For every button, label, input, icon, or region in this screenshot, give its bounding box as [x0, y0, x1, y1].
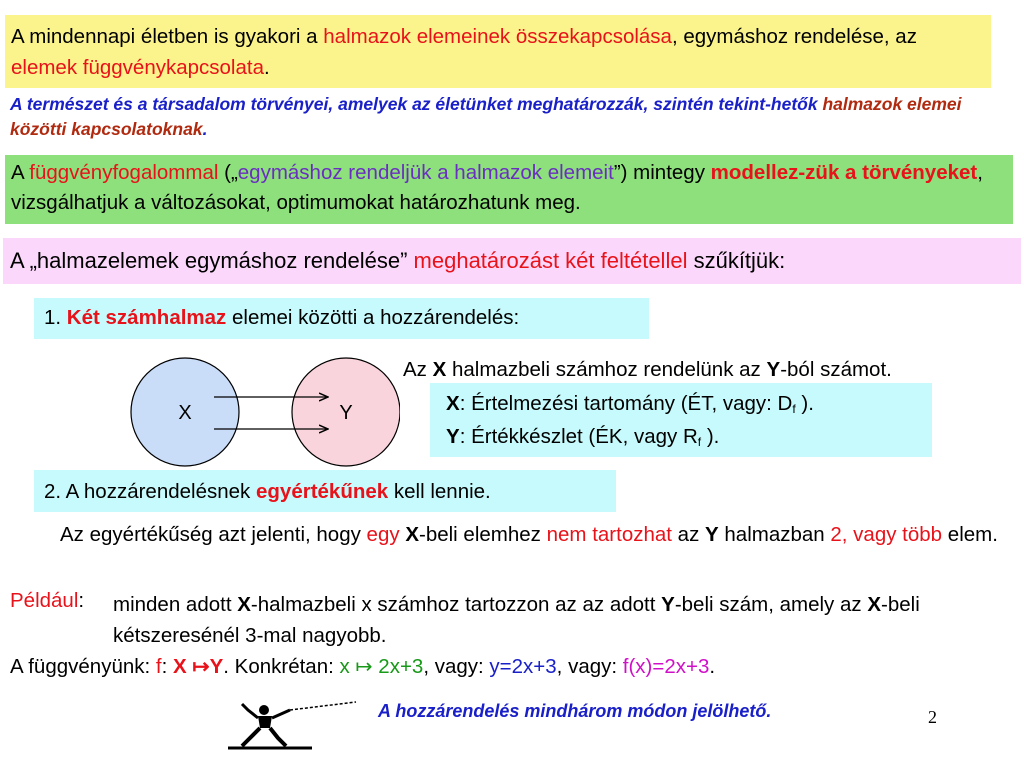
notation-function-form: f(x)=2x+3: [622, 655, 710, 678]
domain-line: [446, 392, 814, 416]
highlight-text: Például: [10, 589, 79, 612]
function-concept-box: [5, 155, 1013, 224]
text-span: A természet és a társadalom törvényei: [10, 94, 329, 114]
single-valued-paragraph: [60, 519, 1020, 550]
maps-to-arrow: ↦: [186, 655, 210, 678]
text-span: X: [446, 392, 460, 415]
text-span: Y: [705, 523, 719, 546]
page-number: 2: [928, 707, 937, 727]
mapping-diagram: [130, 356, 400, 468]
text-span: X: [405, 523, 419, 546]
text-span: , vizsgálhatjuk a változásokat, optimumokat határozhatunk meg.: [11, 161, 983, 214]
intro-box-yellow: [5, 15, 991, 88]
text-span: A függvényünk:: [10, 655, 156, 678]
text-span: :: [78, 589, 85, 612]
text-span: Az: [403, 358, 433, 381]
text-span: 1.: [44, 306, 67, 329]
highlight-text: nem tartozhat: [546, 523, 672, 546]
notation-arrow-form: x ↦ 2x+3: [339, 655, 424, 678]
domain-range-box: [430, 383, 932, 457]
text-span: minden adott: [113, 593, 238, 616]
function-concept-text: [11, 158, 1009, 218]
text-span: Y: [446, 425, 460, 448]
text-span: , vagy:: [556, 655, 623, 678]
laws-paragraph: [10, 92, 1010, 142]
text-span: Y: [661, 593, 675, 616]
highlight-text: Y: [209, 655, 224, 678]
intro-text: [11, 21, 986, 83]
text-span: elemei közötti a hozzárendelés:: [226, 306, 520, 329]
mapping-description: [403, 358, 892, 382]
text-span: kell lennie.: [388, 480, 491, 503]
highlight-text: modellez-zük a törvényeket: [710, 161, 978, 184]
text-span: ”) mintegy: [613, 161, 711, 184]
text-span: , egymáshoz rendelése, az: [671, 25, 917, 48]
text-span: 2. A hozzárendelésnek: [44, 480, 256, 503]
text-span: X: [867, 593, 882, 616]
subscript: f: [792, 402, 796, 416]
text-span: szűkítjük:: [687, 248, 786, 273]
text-span: halmazban: [718, 523, 831, 546]
text-span: ).: [701, 425, 720, 448]
text-span: A mindennapi életben is gyakori a: [11, 25, 324, 48]
subscript: f: [697, 435, 702, 449]
highlight-text: f: [155, 655, 162, 678]
conditions-header-box: [3, 238, 1021, 284]
highlight-text: egymáshoz rendeljük a halmazok elemeit: [237, 161, 614, 184]
text-span: , amelyek az életünket meghatározzák, szintén tekint-hetők: [328, 94, 823, 114]
text-span: -beli elemhez: [419, 523, 547, 546]
text-span: A „halmazelemek egymáshoz rendelése”: [10, 248, 414, 273]
text-span: („: [218, 161, 238, 184]
text-span: , vagy:: [423, 655, 490, 678]
text-span: halmazbeli számhoz rendelünk az: [446, 358, 767, 381]
highlight-text: X: [173, 655, 187, 678]
highlight-text: egyértékűnek: [256, 480, 389, 503]
text-span: : Értelmezési tartomány (ÉT, vagy: D: [459, 392, 793, 415]
highlight-text: meghatározást két feltétellel: [413, 248, 688, 273]
text-span: A: [11, 161, 30, 184]
text-span: -ból számot.: [780, 358, 892, 381]
text-span: .: [709, 655, 716, 678]
set-x-label: X: [178, 402, 192, 424]
text-span: :: [161, 655, 173, 678]
highlight-text: halmazok elemei közötti kapcsolatoknak: [10, 94, 962, 139]
highlight-text: függvényfogalommal: [29, 161, 219, 184]
text-span: -halmazbeli x számhoz tartozzon az az adott: [250, 593, 662, 616]
text-span: .: [202, 119, 208, 139]
conditions-header-text: [10, 246, 785, 276]
highlight-text: Két számhalmaz: [66, 306, 227, 329]
notation-footnote: A hozzárendelés mindhárom módon jelölhető.: [378, 701, 772, 721]
text-span: az: [671, 523, 706, 546]
text-span: . Konkrétan:: [223, 655, 340, 678]
text-span: Y: [766, 358, 781, 381]
highlight-text: 2, vagy több: [830, 523, 943, 546]
condition-2-text: [44, 480, 491, 504]
text-span: : Értékkészlet (ÉK, vagy R: [459, 425, 698, 448]
highlight-text: elemek függvénykapcsolata: [11, 56, 264, 79]
function-notation-line: [10, 654, 715, 679]
text-span: X: [432, 358, 447, 381]
text-span: Az egyértékűség azt jelenti, hogy: [60, 523, 367, 546]
condition-1-box: [34, 298, 649, 339]
notation-equation-form: y=2x+3: [489, 655, 557, 678]
condition-2-box: [34, 470, 616, 512]
fencer-clipart: [228, 696, 360, 750]
highlight-text: egy: [366, 523, 400, 546]
text-span: elem.: [942, 523, 998, 546]
text-span: -beli szám, amely az: [674, 593, 868, 616]
example-text: [113, 589, 1013, 651]
example-label: [10, 589, 84, 613]
text-span: -beli kétszeresénél 3-mal nagyobb.: [113, 593, 920, 647]
highlight-text: halmazok elemeinek összekapcsolása: [323, 25, 672, 48]
text-span: .: [264, 56, 270, 79]
range-line: [446, 425, 719, 449]
condition-1-text: [44, 306, 519, 330]
set-y-label: Y: [339, 402, 353, 424]
text-span: X: [237, 593, 251, 616]
text-span: ).: [795, 392, 814, 415]
